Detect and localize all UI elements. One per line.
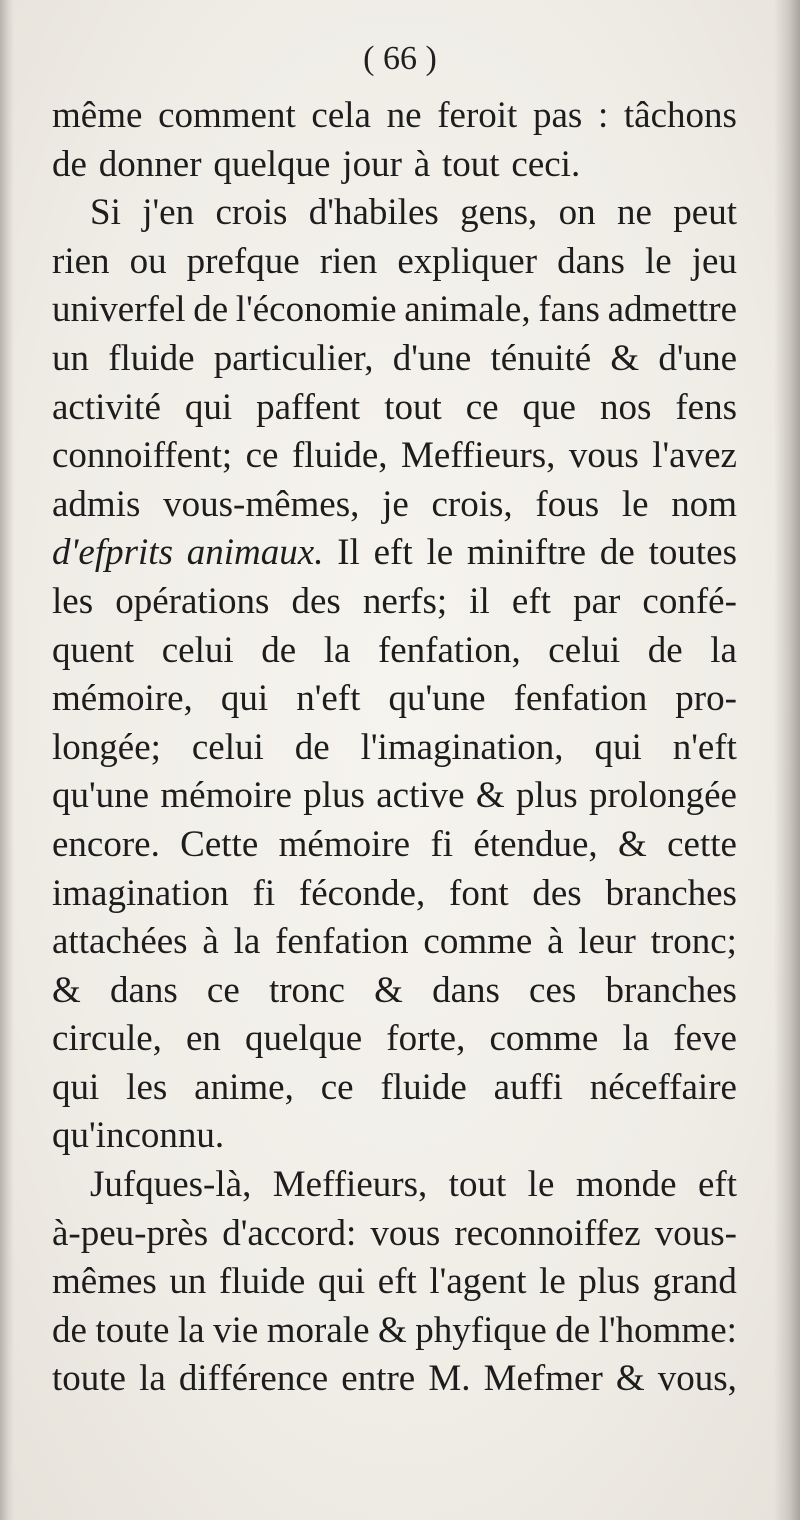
text-word: Cette [180, 823, 259, 865]
text-word: reconnoiffez [454, 1212, 641, 1254]
text-word: pro- [675, 678, 737, 720]
text-word: & [610, 337, 640, 379]
text-line [52, 189, 737, 238]
text-word: de [555, 1309, 591, 1351]
page-edge-shadow [774, 0, 800, 1520]
text-word: eft [377, 1261, 417, 1303]
text-word: prolongée [588, 775, 737, 817]
text-word: quelque [213, 143, 331, 185]
text-line [52, 384, 737, 433]
text-word: à-peu-près [52, 1212, 209, 1254]
text-word: fi [252, 872, 276, 914]
text-word: anime, [194, 1066, 294, 1108]
text-word: font [449, 872, 509, 914]
text-word: fi [430, 823, 454, 865]
text-word: rien [52, 240, 110, 282]
text-word: tronc; [650, 921, 737, 963]
text-word: il [469, 580, 490, 622]
text-word: leur [578, 921, 636, 963]
text-word: comme [489, 1018, 599, 1060]
text-word: forte, [386, 1018, 466, 1060]
text-word: ne [616, 192, 652, 234]
text-line [52, 772, 737, 821]
text-word: & [615, 1358, 645, 1400]
text-word: celui [161, 629, 234, 671]
text-word: de [52, 1309, 87, 1351]
text-word: qui [594, 726, 642, 768]
text-word: plus [303, 775, 365, 817]
text-word: confé- [642, 580, 737, 622]
text-word: auffi [493, 1066, 563, 1108]
text-word: particulier, [213, 337, 374, 379]
text-word: opérations [115, 580, 270, 622]
text-word: plus [578, 1261, 641, 1303]
text-word: ce [465, 386, 499, 428]
text-word: longée; [52, 726, 161, 768]
text-line [52, 1064, 737, 1113]
text-word: Meffieurs, [272, 1164, 428, 1206]
text-word: par [573, 580, 621, 622]
text-word: qui [317, 1261, 366, 1303]
text-word: Il [337, 532, 360, 574]
text-word: vous, [657, 1358, 737, 1400]
text-word: qu'inconnu. [52, 1115, 225, 1157]
text-line [52, 1210, 737, 1259]
body-text [52, 92, 737, 1404]
text-word: mémoire, [52, 678, 193, 720]
text-word: féconde, [298, 872, 426, 914]
text-word: tronc [268, 969, 345, 1011]
text-word: animaux. [186, 532, 324, 574]
text-word: animale, [404, 289, 531, 331]
text-line [52, 141, 737, 190]
text-word: les [126, 1066, 168, 1108]
text-word: quelque [245, 1018, 363, 1060]
text-line [52, 578, 737, 627]
text-word: miniftre [466, 532, 587, 574]
text-word: de [193, 289, 229, 331]
text-word: le [527, 1164, 555, 1206]
text-word: d'habiles [308, 192, 439, 234]
text-word: l'agent [429, 1261, 527, 1303]
text-word: attachées [52, 921, 188, 963]
text-line [52, 627, 737, 676]
text-word: on [558, 192, 596, 234]
text-word: univerfel [52, 289, 186, 331]
text-word: fluide, [291, 435, 388, 477]
text-word: pas [532, 95, 583, 136]
text-word: eft [511, 580, 551, 622]
text-word: qui [52, 1066, 100, 1108]
text-word: un [169, 1261, 207, 1303]
text-word: la [323, 629, 351, 671]
text-word: d'efprits [52, 532, 173, 574]
text-word: de [599, 532, 635, 574]
text-word: vous [370, 1212, 441, 1254]
text-word: la [139, 1358, 166, 1400]
text-word: tout [448, 1164, 507, 1206]
text-word: fenfation, [377, 629, 521, 671]
text-word: de [261, 629, 297, 671]
text-word: fans [538, 289, 600, 331]
text-line [52, 1355, 737, 1404]
text-word: l'homme: [598, 1309, 737, 1351]
text-line [52, 675, 737, 724]
text-word: d'une [392, 337, 472, 379]
text-word: celui [191, 726, 264, 768]
text-word: le [645, 240, 672, 282]
text-word: qui [184, 386, 233, 428]
text-word: ce [245, 435, 279, 477]
text-word: le [426, 532, 454, 574]
text-word: la [233, 921, 261, 963]
text-word: d'accord: [222, 1212, 357, 1254]
text-word: de [294, 726, 330, 768]
text-line [52, 481, 737, 530]
text-word: qu'une [52, 775, 150, 817]
text-line [52, 1015, 737, 1064]
text-word: à [202, 921, 219, 963]
text-word: ne [386, 95, 422, 136]
text-word: n'eft [296, 678, 361, 720]
text-word: prefque [186, 240, 300, 282]
text-word: feve [673, 1018, 737, 1060]
text-word: : [597, 95, 609, 136]
text-word: ce [206, 969, 240, 1011]
text-word: vous- [654, 1212, 737, 1254]
text-word: M. [428, 1358, 471, 1400]
text-word: active [376, 775, 465, 817]
text-word: admettre [607, 289, 737, 331]
text-word: fenfation [513, 678, 648, 720]
text-line [52, 918, 737, 967]
text-line [52, 335, 737, 384]
text-word: le [539, 1261, 566, 1303]
text-word: l'imagination, [360, 726, 564, 768]
text-word: crois [215, 192, 288, 234]
text-word: comment [158, 95, 296, 136]
text-word: un [52, 337, 89, 379]
text-word: comme [423, 921, 533, 963]
text-line [52, 1258, 737, 1307]
text-line [52, 870, 737, 919]
text-word: ces [529, 969, 577, 1011]
text-word: fenfation [275, 921, 409, 963]
text-word: branches [605, 872, 737, 914]
text-word: toutes [648, 532, 737, 574]
text-word: la [710, 629, 737, 671]
text-word: tout [384, 386, 442, 428]
text-word: & [377, 1309, 407, 1351]
text-line [52, 724, 737, 773]
text-word: vie [213, 1309, 259, 1351]
text-word: nos [599, 386, 652, 428]
text-word: fluide [219, 1261, 306, 1303]
text-word: tout [442, 143, 500, 185]
text-word: Jufques-là, [90, 1164, 252, 1206]
text-word: ténuité [490, 337, 592, 379]
text-word: nerfs; [362, 580, 448, 622]
text-word: n'eft [672, 726, 737, 768]
text-word: imagination [52, 872, 229, 914]
text-word: fluide [380, 1066, 467, 1108]
page-gutter-shadow [0, 0, 14, 1520]
text-line [52, 432, 737, 481]
text-word: d'une [658, 337, 737, 379]
text-line [52, 967, 737, 1016]
text-word: expliquer [397, 240, 538, 282]
text-word: ceci. [511, 143, 581, 185]
text-line [52, 1307, 737, 1356]
text-word: je [382, 483, 409, 525]
text-word: grand [652, 1261, 737, 1303]
text-word: que [522, 386, 576, 428]
text-word: Mefmer [483, 1358, 603, 1400]
text-word: étendue, [473, 823, 598, 865]
text-word: vous-mêmes, [163, 483, 360, 525]
text-word: le [621, 483, 649, 525]
text-word: gens, [460, 192, 538, 234]
text-word: monde [575, 1164, 677, 1206]
text-word: des [532, 872, 582, 914]
text-word: & [52, 969, 81, 1011]
text-word: la [622, 1018, 650, 1060]
text-word: eft [373, 532, 413, 574]
text-word: en [186, 1018, 221, 1060]
text-word: eft [697, 1164, 737, 1206]
text-word: même [52, 95, 143, 136]
text-word: qui [220, 678, 269, 720]
text-word: toute [95, 1309, 170, 1351]
text-word: & [475, 775, 505, 817]
text-word: mémoire [160, 775, 292, 817]
text-word: à [413, 143, 431, 185]
text-word: dans [557, 240, 625, 282]
text-word: & [374, 969, 403, 1011]
text-line [52, 1161, 737, 1210]
text-line [52, 1112, 737, 1161]
text-word: fous [535, 483, 600, 525]
text-word: j'en [142, 192, 195, 234]
text-word: Meffieurs, [400, 435, 556, 477]
text-word: fens [675, 386, 737, 428]
text-word: peut [673, 192, 737, 234]
text-word: cela [311, 95, 371, 136]
text-word: jour [342, 143, 402, 185]
text-word: la [177, 1309, 205, 1351]
text-line [52, 238, 737, 287]
text-word: & [618, 823, 647, 865]
text-word: mémoire [278, 823, 411, 865]
text-word: feroit [437, 95, 518, 136]
text-word: de [52, 143, 87, 185]
text-word: plus [515, 775, 578, 817]
text-word: vous [568, 435, 639, 477]
text-word: dans [432, 969, 500, 1011]
text-line [52, 286, 737, 335]
text-word: l'avez [652, 435, 737, 477]
text-word: donner [98, 143, 202, 185]
text-word: mêmes [52, 1261, 157, 1303]
text-word: phyfique [415, 1309, 547, 1351]
text-word: paffent [256, 386, 361, 428]
text-line [52, 821, 737, 870]
text-word: cette [667, 823, 737, 865]
text-word: toute [52, 1358, 126, 1400]
text-line [52, 92, 737, 141]
text-word: Si [90, 192, 121, 234]
text-word: fluide [108, 337, 195, 379]
text-word: dans [109, 969, 178, 1011]
text-word: à [547, 921, 564, 963]
text-word: quent [52, 629, 135, 671]
text-word: des [291, 580, 341, 622]
text-word: circule, [52, 1018, 162, 1060]
text-line [52, 529, 737, 578]
text-word: jeu [691, 240, 737, 282]
text-word: néceffaire [589, 1066, 737, 1108]
text-word: branches [605, 969, 737, 1011]
text-word: nom [671, 483, 737, 525]
text-word: ce [320, 1066, 354, 1108]
text-word: de [647, 629, 683, 671]
text-word: différence [178, 1358, 329, 1400]
text-word: les [52, 580, 94, 622]
text-word: tâchons [623, 95, 737, 136]
page-number: ( 66 ) [363, 40, 437, 77]
text-word: connoiffent; [52, 435, 233, 477]
text-word: crois, [431, 483, 513, 525]
text-word: admis [52, 483, 141, 525]
text-word: activité [52, 386, 161, 428]
text-word: qu'une [388, 678, 486, 720]
text-word: ou [129, 240, 167, 282]
text-word: entre [341, 1358, 416, 1400]
text-word: rien [319, 240, 378, 282]
text-word: celui [548, 629, 621, 671]
text-word: encore. [52, 823, 160, 865]
text-word: l'économie [235, 289, 397, 331]
text-word: morale [266, 1309, 370, 1351]
